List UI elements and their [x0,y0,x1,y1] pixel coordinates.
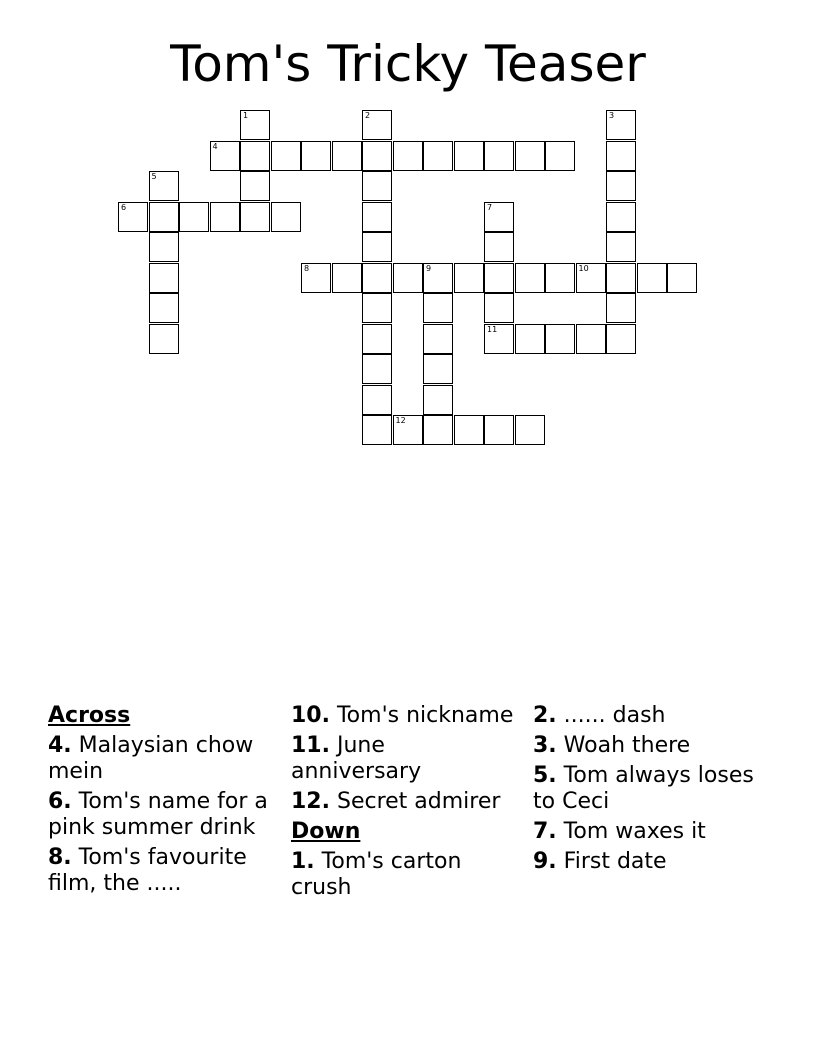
cell-number: 11 [487,324,498,334]
grid-cell[interactable] [606,171,636,201]
clue-number: 3. [533,733,557,758]
clue-across-4 [48,733,278,785]
grid-cell[interactable] [484,324,514,354]
grid-cell[interactable] [423,324,453,354]
grid-cell[interactable] [362,202,392,232]
grid-cell[interactable] [484,263,514,293]
clue-number: 11. [291,733,330,758]
cell-number: 8 [304,263,310,273]
cell-number: 9 [426,263,432,273]
grid-cell[interactable] [606,324,636,354]
clue-down-2 [533,703,773,729]
clue-text: Secret admirer [336,789,501,814]
clue-number: 1. [291,849,315,874]
grid-cell[interactable] [545,324,575,354]
grid-cell[interactable] [393,415,423,445]
clue-number: 6. [48,789,72,814]
grid-cell[interactable] [606,202,636,232]
clue-down-9 [533,849,773,875]
grid-cell[interactable] [149,171,179,201]
grid-cell[interactable] [606,293,636,323]
cell-number: 10 [578,263,589,273]
grid-cell[interactable] [240,110,270,140]
grid-cell[interactable] [423,385,453,415]
clue-across-11 [291,733,521,785]
clue-column-3 [533,703,773,879]
grid-cell[interactable] [149,263,179,293]
grid-cell[interactable] [606,232,636,262]
grid-cell[interactable] [484,202,514,232]
grid-cell[interactable] [362,232,392,262]
grid-cell[interactable] [179,202,209,232]
grid-cell[interactable] [149,324,179,354]
grid-cell[interactable] [210,141,240,171]
cell-number: 3 [609,111,615,120]
clue-text: ...... dash [563,703,666,728]
clue-across-8 [48,845,278,897]
clue-text: Tom always loses to Ceci [533,763,754,814]
grid-cell[interactable] [149,293,179,323]
clue-number: 8. [48,845,72,870]
grid-cell[interactable] [210,202,240,232]
grid-cell[interactable] [484,232,514,262]
grid-cell[interactable] [606,110,636,140]
grid-cell[interactable] [332,263,362,293]
clue-text: Malaysian chow mein [48,733,254,784]
grid-cell[interactable] [515,263,545,293]
grid-cell[interactable] [362,324,392,354]
grid-cell[interactable] [332,141,362,171]
grid-cell[interactable] [484,415,514,445]
grid-cell[interactable] [362,141,392,171]
grid-cell[interactable] [454,263,484,293]
grid-cell[interactable] [362,415,392,445]
grid-cell[interactable] [515,415,545,445]
grid-cell[interactable] [667,263,697,293]
grid-cell[interactable] [393,141,423,171]
cell-number: 4 [212,141,218,151]
grid-cell[interactable] [454,141,484,171]
grid-cell[interactable] [515,141,545,171]
grid-cell[interactable] [271,141,301,171]
grid-cell[interactable] [362,263,392,293]
grid-cell[interactable] [362,354,392,384]
clue-text: Tom's carton crush [291,849,462,900]
page-title: Tom's Tricky Teaser [170,35,646,93]
grid-cell[interactable] [240,141,270,171]
clue-number: 5. [533,763,557,788]
grid-cell[interactable] [240,171,270,201]
clue-text: Tom waxes it [563,819,706,844]
grid-cell[interactable] [301,263,331,293]
cell-number: 6 [121,202,127,212]
clue-text: Tom's name for a pink summer drink [48,789,268,840]
down-heading: Down [291,819,361,844]
grid-cell[interactable] [484,293,514,323]
cell-number: 12 [395,416,406,425]
clue-number: 9. [533,849,557,874]
grid-cell[interactable] [423,141,453,171]
grid-cell[interactable] [423,263,453,293]
clue-down-7 [533,819,773,845]
clue-column-2 [291,703,521,905]
grid-cell[interactable] [118,202,148,232]
grid-cell[interactable] [149,232,179,262]
cell-number: 7 [487,202,493,212]
grid-cell[interactable] [606,141,636,171]
grid-cell[interactable] [362,385,392,415]
cell-number: 2 [365,111,371,120]
grid-cell[interactable] [515,324,545,354]
crossword-grid [0,0,816,460]
grid-cell[interactable] [393,263,423,293]
clue-across-10 [291,703,521,729]
grid-cell[interactable] [240,202,270,232]
clue-number: 2. [533,703,557,728]
clue-number: 7. [533,819,557,844]
clue-down-3 [533,733,773,759]
grid-cell[interactable] [484,141,514,171]
clue-across-12 [291,789,521,815]
grid-cell[interactable] [545,141,575,171]
clue-down-5 [533,763,773,815]
grid-cell[interactable] [301,141,331,171]
grid-cell[interactable] [149,202,179,232]
grid-cell[interactable] [423,293,453,323]
cell-number: 5 [151,172,157,181]
grid-cell[interactable] [362,293,392,323]
clue-down-1 [291,849,521,901]
grid-cell[interactable] [362,110,392,140]
clue-number: 4. [48,733,72,758]
clue-text: June anniversary [291,733,422,784]
clue-number: 10. [291,703,330,728]
clue-text: Tom's nickname [336,703,514,728]
clue-text: Woah there [563,733,691,758]
clue-column-1 [48,703,278,901]
grid-cell[interactable] [454,415,484,445]
grid-cell[interactable] [637,263,667,293]
grid-cell[interactable] [271,202,301,232]
grid-cell[interactable] [423,354,453,384]
clue-across-6 [48,789,278,841]
grid-cell[interactable] [423,415,453,445]
clue-text: Tom's favourite film, the ..... [48,845,247,896]
grid-cell[interactable] [576,263,606,293]
grid-cell[interactable] [606,263,636,293]
cell-number: 1 [243,111,249,120]
clue-number: 12. [291,789,330,814]
clue-text: First date [563,849,667,874]
grid-cell[interactable] [362,171,392,201]
grid-cell[interactable] [576,324,606,354]
grid-cell[interactable] [545,263,575,293]
across-heading: Across [48,703,131,728]
